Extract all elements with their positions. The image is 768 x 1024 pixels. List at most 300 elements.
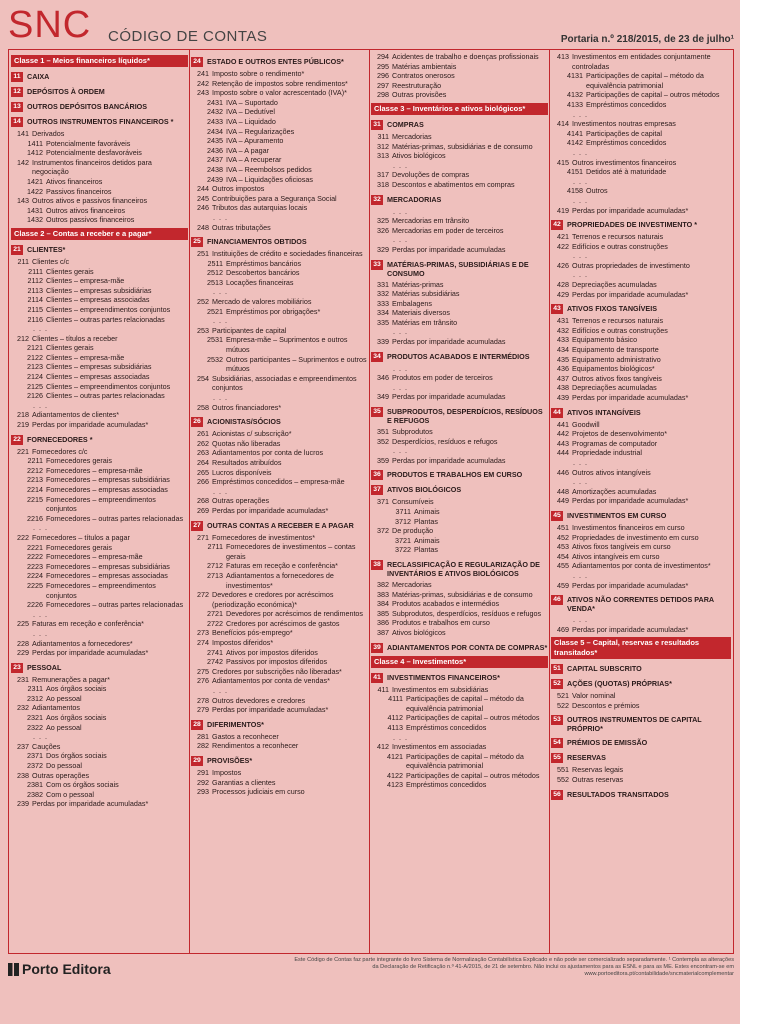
account-item [371,526,548,536]
account-code: 2713 [207,570,223,580]
account-group-title: ATIVOS INTANGÍVEIS [567,407,641,417]
account-code: 225 [17,619,29,629]
account-item [551,364,731,374]
account-item [11,295,188,305]
account-name: Empréstimos concedidos [406,722,487,732]
account-item [11,771,188,781]
ellipsis-separator: . . . [393,206,408,216]
account-item [371,456,548,466]
account-code: 292 [197,777,209,787]
account-group [371,120,548,130]
ellipsis-separator: . . . [33,400,48,410]
account-code: 434 [557,345,569,355]
account-name: Propriedades de investimento em curso [572,532,699,542]
account-item [371,618,548,628]
account-group-number: 42 [551,220,563,230]
account-item [551,625,731,635]
account-code: 2435 [207,136,223,146]
account-group [11,102,188,112]
account-group-number: 41 [371,673,383,683]
account-item [191,676,368,686]
account-item [551,167,731,177]
account-name: Materiais diversos [392,308,450,318]
account-item [371,545,548,555]
account-name: IVA – Dedutível [226,107,276,117]
account-item [191,638,368,648]
account-item [371,280,548,290]
account-code: 453 [557,542,569,552]
account-code: 231 [17,674,29,684]
ellipsis-separator: . . . [213,686,228,696]
account-code: 2437 [207,155,223,165]
account-group-number: 33 [371,260,383,270]
account-name: Perdas por imparidade acumuladas* [32,648,149,658]
account-group-title: CAIXA [27,72,50,81]
account-group-number: 27 [191,521,203,531]
account-item [11,761,188,771]
account-name: Devedores por acréscimos de rendimentos [226,609,364,619]
account-item [191,69,368,79]
account-name: Clientes – empresas subsidiárias [46,362,152,372]
account-item [551,186,731,196]
account-name: Empréstimos por obrigações* [226,306,321,316]
account-name: Potencialmente desfavoráveis [46,148,142,158]
account-name: De produção [392,526,434,536]
account-item [551,523,731,533]
account-group [551,304,731,314]
account-code: 271 [197,532,209,542]
account-code: 4141 [567,128,583,138]
account-item [191,403,368,413]
account-name: Fornecedores de investimentos – contas gerais [226,542,356,561]
account-item [191,590,368,609]
account-item [11,713,188,723]
account-item [551,468,731,478]
account-code: 266 [197,477,209,487]
account-name: Clientes – empresa-mãe [46,352,125,362]
accounts-column-2 [191,52,368,951]
account-name: Outros investimentos financeiros [572,157,677,167]
account-item [11,267,188,277]
account-name: Participantes de capital [212,325,287,335]
account-group [11,117,188,127]
account-item [551,542,731,552]
account-code: 2712 [207,561,223,571]
account-code: 382 [377,579,389,589]
account-item [11,391,188,401]
account-code: 251 [197,249,209,259]
account-item [371,308,548,318]
account-name: Equipamento administrativo [572,354,661,364]
ellipsis-separator: . . . [213,212,228,222]
account-group [11,87,188,97]
account-code: 4111 [388,694,403,704]
account-group [371,643,548,653]
account-code: 2111 [28,266,43,276]
account-code: 4123 [387,780,403,790]
account-code: 2312 [27,693,43,703]
account-group [371,195,548,205]
account-code: 325 [377,216,389,226]
account-group [371,260,548,278]
account-code: 349 [377,392,389,402]
account-code: 2521 [207,306,223,316]
account-name: Devoluções de compras [392,170,470,180]
account-code: 2532 [207,354,223,364]
account-code: 2381 [27,780,43,790]
account-code: 279 [197,705,209,715]
account-code: 252 [197,297,209,307]
account-code: 2513 [207,277,223,287]
account-code: 1412 [27,148,43,158]
account-name: Descontos e prémios [572,700,640,710]
account-group [551,738,731,748]
account-code: 339 [377,337,389,347]
account-code: 2116 [27,314,43,324]
account-item [551,90,731,100]
account-name: Fornecedores – empreendimentos conjuntos [46,580,156,600]
account-item [551,552,731,562]
account-name: Matérias subsidiárias [392,289,460,299]
account-code: 141 [17,129,29,138]
account-code: 383 [377,589,389,599]
account-name: Consumíveis [392,497,434,507]
account-code: 264 [197,457,209,467]
account-group-number: 37 [371,485,383,495]
ellipsis-separator: . . . [213,316,228,326]
account-group-title: RESERVAS [567,753,606,763]
account-code: 2221 [27,542,43,552]
account-name: Clientes – outras partes relacionadas [46,314,165,324]
account-item [11,675,188,685]
account-code: 333 [377,298,389,308]
account-code: 2225 [27,580,43,590]
account-group-title: DEPÓSITOS À ORDEM [27,87,105,96]
account-item [191,175,368,185]
account-code: 421 [557,232,569,242]
account-group-number: 28 [191,720,203,730]
account-name: Empréstimos concedidos – empresa-mãe [212,477,345,487]
account-item [551,261,731,271]
account-group-title: OUTRAS CONTAS A RECEBER E A PAGAR [207,520,354,530]
account-code: 221 [17,446,29,456]
account-code: 219 [17,420,29,430]
account-name: Dos órgãos sociais [46,751,107,761]
account-code: 4158 [567,186,583,196]
account-name: Locações financeiras [226,277,294,287]
account-code: 433 [557,335,569,345]
account-name: IVA – Liquidado [226,116,276,126]
account-name: Derivados [32,129,65,138]
account-item [191,732,368,742]
column-divider [369,50,370,953]
account-name: Fornecedores – empresa-mãe [46,552,143,562]
account-code: 1431 [27,205,43,215]
account-name: Credores por subscrições não liberadas* [212,666,342,676]
account-code: 443 [557,438,569,448]
account-item [11,139,188,149]
account-code: 429 [557,289,569,299]
class-header: Classe 1 – Meios financeiros líquidos* [11,55,188,67]
account-name: Clientes gerais [46,343,94,353]
account-item [551,345,731,355]
account-name: Plantas [414,545,438,555]
account-name: Outros ativos e passivos financeiros [32,196,148,206]
ellipsis-separator: . . . [33,523,48,533]
account-code: 243 [197,88,209,98]
account-name: Mercadorias em trânsito [392,216,470,226]
account-group-number: 36 [371,470,383,480]
account-name: Ativos biológicos [392,151,446,161]
account-name: Outros impostos [212,184,265,194]
account-code: 411 [377,684,389,694]
account-item [191,506,368,516]
account-item [551,561,731,571]
account-group [191,521,368,531]
account-item [11,552,188,562]
account-code: 295 [377,61,389,71]
account-name: IVA – Liquidações oficiosas [226,174,313,184]
account-name: Depreciações acumuladas [572,280,657,290]
account-item [551,100,731,110]
account-code: 2126 [27,391,43,401]
account-code: 222 [17,532,29,542]
account-item [371,742,548,752]
account-name: Matérias em trânsito [392,317,458,327]
account-group-number: 11 [11,72,23,82]
account-group-number: 32 [371,195,383,205]
account-name: Cauções [32,741,61,751]
account-group-title: CLIENTES* [27,244,66,254]
account-code: 248 [197,222,209,232]
account-name: Perdas por imparidade acumuladas* [32,799,149,809]
account-name: Clientes – empresas subsidiárias [46,285,152,295]
account-item [11,751,188,761]
account-group [551,679,731,689]
account-item [551,487,731,497]
account-item [551,316,731,326]
account-item [191,778,368,788]
ellipsis-separator: . . . [573,615,588,625]
account-item [11,495,188,514]
account-group [191,237,368,247]
account-name: Outros ativos fixos tangíveis [572,373,662,383]
account-group-number: 53 [551,715,563,725]
account-name: Fornecedores – outras partes relacionadas [46,513,184,523]
account-name: Perdas por imparidade acumuladas [392,337,506,347]
account-name: Perdas por imparidade acumuladas* [32,420,149,430]
account-group-number: 54 [551,738,563,748]
account-group-number: 23 [11,663,23,673]
account-item [191,496,368,506]
account-code: 412 [377,742,389,752]
account-name: Adiantamentos por conta de investimentos* [572,561,711,571]
account-group-number: 13 [11,102,23,112]
account-name: Edifícios e outras construções [572,241,668,251]
portaria-reference: Portaria n.º 218/2015, de 23 de julho¹ [560,34,734,45]
account-code: 1432 [27,215,43,225]
account-name: Matérias-primas, subsidiárias e de consumo [392,589,533,599]
account-name: Fornecedores – empreendimentos conjuntos [46,494,156,514]
account-code: 359 [377,455,389,465]
account-name: Propriedade industrial [572,448,642,458]
account-name: Acidentes de trabalho e doenças profissionais [392,52,539,61]
account-name: Fornecedores – títulos a pagar [32,532,130,542]
account-name: Reservas legais [572,765,624,775]
account-name: Clientes – empresas associadas [46,295,150,305]
account-name: Ativos financeiros [46,176,103,186]
account-item [371,723,548,733]
account-group-title: INVESTIMENTOS FINANCEIROS* [387,672,500,682]
account-item [11,447,188,457]
page-header [8,4,734,48]
porto-editora-mark-icon [8,963,19,976]
account-code: 3721 [395,535,411,545]
account-group-number: 44 [551,408,563,418]
account-name: Participações de capital [586,128,662,138]
account-code: 414 [557,119,569,129]
ellipsis-separator: . . . [573,570,588,580]
account-name: Outros financiadores* [212,402,282,412]
account-name: Descobertos bancários [226,268,300,278]
account-code: 2211 [27,456,43,466]
account-name: Perdas por imparidade acumuladas* [572,624,689,634]
account-name: Instrumentos financeiros detidos para negociação [32,157,152,177]
account-code: 351 [377,427,389,437]
account-item [191,657,368,667]
account-name: Garantias a clientes [212,777,276,787]
account-name: Investimentos financeiros em curso [572,522,685,532]
account-group [551,753,731,763]
account-item [11,648,188,658]
account-item [551,374,731,384]
account-item [191,768,368,778]
account-code: 2711 [207,542,223,552]
account-name: Terrenos e recursos naturais [572,316,664,326]
ellipsis-separator: . . . [33,732,48,742]
ellipsis-separator: . . . [573,195,588,205]
account-item [551,429,731,439]
account-item [371,752,548,771]
account-item [371,427,548,437]
account-item [371,771,548,781]
account-name: Tributos das autarquias locais [212,203,308,213]
account-name: Ativos intangíveis em curso [572,551,660,561]
ellipsis-separator: . . . [393,327,408,337]
account-item [551,119,731,129]
account-item [11,372,188,382]
account-name: Participações de capital – método da equivalência patrimonial [406,694,524,713]
account-name: Clientes c/c [32,256,70,266]
account-name: Animais [414,535,440,545]
account-group-title: PRODUTOS E TRABALHOS EM CURSO [387,470,523,480]
account-group-number: 26 [191,417,203,427]
account-item [371,226,548,236]
ellipsis-separator: . . . [393,235,408,245]
account-group-title: SUBPRODUTOS, DESPERDÍCIOS, RESÍDUOS E REFUGOS [387,407,543,426]
ellipsis-separator: . . . [573,251,588,261]
account-item [11,410,188,420]
account-item [11,533,188,543]
account-code: 2434 [207,126,223,136]
account-name: Matérias ambientais [392,61,457,71]
account-name: Fornecedores gerais [46,542,112,552]
account-item [371,780,548,790]
account-name: Perdas por imparidade acumuladas* [572,289,689,299]
page-title: CÓDIGO DE CONTAS [108,28,268,45]
account-name: Perdas por imparidade acumuladas* [572,205,689,215]
account-code: 2124 [27,372,43,382]
account-item [371,507,548,517]
account-name: Ativos fixos tangíveis em curso [572,542,671,552]
account-name: Retenção de impostos sobre rendimentos* [212,78,348,88]
account-group-title: INVESTIMENTOS EM CURSO [567,510,667,520]
account-item [371,437,548,447]
account-item [191,98,368,108]
account-name: Fornecedores gerais [46,456,112,466]
account-item [191,561,368,571]
account-code: 4151 [567,167,583,177]
account-group-number: 52 [551,679,563,689]
account-group [191,417,368,427]
account-group [371,407,548,425]
account-item [371,337,548,347]
account-code: 265 [197,467,209,477]
account-code: 262 [197,438,209,448]
account-group [551,220,731,230]
account-name: Equipamento básico [572,335,638,345]
account-name: Outras propriedades de investimento [572,260,690,270]
account-code: 346 [377,373,389,383]
account-name: Clientes – empreendimentos conjuntos [46,381,171,391]
account-name: Mercado de valores mobiliários [212,297,312,307]
account-name: Clientes gerais [46,266,94,276]
account-name: Fornecedores – empresas subsidiárias [46,561,170,571]
class-header: Classe 4 – Investimentos* [371,656,548,668]
account-item [551,242,731,252]
account-name: Quotas não liberadas [212,438,281,448]
account-item [191,223,368,233]
account-item [551,420,731,430]
account-item [11,543,188,553]
account-code: 426 [557,260,569,270]
account-group-title: ACIONISTAS/SÓCIOS [207,417,281,427]
account-name: Edifícios e outras construções [572,325,668,335]
account-code: 335 [377,317,389,327]
account-group-number: 29 [191,756,203,766]
account-group-number: 22 [11,435,23,445]
ellipsis-separator: . . . [33,628,48,638]
ellipsis-separator: . . . [213,393,228,402]
account-code: 238 [17,770,29,780]
account-group [371,470,548,480]
account-item [191,458,368,468]
account-code: 281 [197,731,209,741]
account-code: 212 [17,333,29,343]
account-name: Imposto sobre o valor acrescentado (IVA)* [212,88,347,98]
column-divider [549,50,550,953]
account-code: 4112 [387,713,403,723]
account-group-title: PRODUTOS ACABADOS E INTERMÉDIOS [387,351,530,361]
account-name: Terrenos e recursos naturais [572,232,664,242]
account-code: 232 [17,703,29,713]
account-name: Impostos diferidos* [212,638,274,648]
account-name: Empréstimos concedidos [406,780,487,790]
account-code: 2125 [27,381,43,391]
account-item [371,245,548,255]
account-item [551,448,731,458]
account-code: 449 [557,496,569,506]
